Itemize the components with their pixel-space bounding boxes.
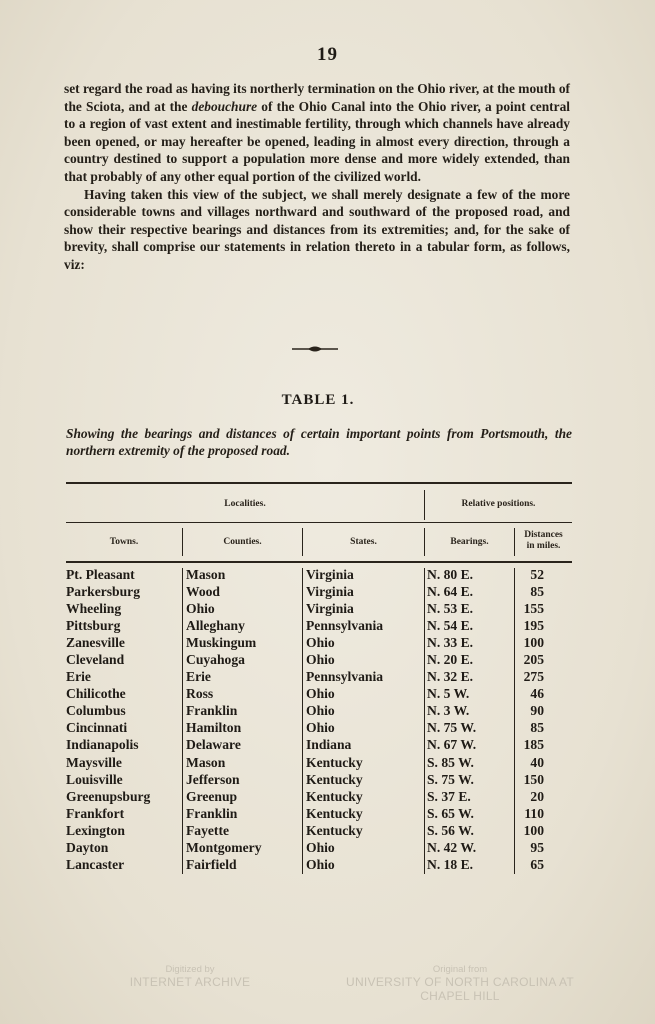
table-cell-bearing: N. 75 W. (427, 720, 477, 736)
body-text (64, 80, 570, 274)
table-cell-distance: 150 (523, 771, 544, 787)
footer-digitized-by (100, 964, 280, 989)
table-cell-distance: 90 (530, 703, 544, 719)
table-cell-distance: 155 (523, 601, 544, 617)
table-cell-town: Greenupsburg (66, 788, 151, 804)
table-cell-county: Franklin (186, 805, 238, 821)
table-cell-state: Virginia (306, 601, 354, 617)
table-cell-bearing: N. 80 E. (427, 567, 474, 582)
body-divider-2 (302, 568, 303, 874)
table-cell-bearing: N. 18 E. (427, 856, 474, 872)
footer-original-from (330, 964, 590, 1003)
table-cell-bearing: S. 56 W. (427, 822, 474, 838)
table-cell-town: Pt. Pleasant (66, 567, 135, 582)
table-cell-state: Ohio (306, 686, 335, 702)
section-ornament (290, 343, 340, 355)
table-cell-county: Wood (186, 584, 220, 600)
table-cell-bearing: S. 75 W. (427, 771, 474, 787)
table-cell-distance: 100 (523, 822, 544, 838)
table-cell-state: Indiana (306, 737, 352, 753)
table-cell-county: Erie (186, 669, 211, 685)
table-cell-bearing: N. 54 E. (427, 618, 474, 634)
table-top-rule (66, 482, 572, 484)
table-cell-bearing: S. 37 E. (427, 788, 471, 804)
table-caption: Showing the bearings and distances of certain important points from Portsmouth, the northern extremity of the proposed road. (66, 426, 572, 458)
table-cell-town: Lexington (66, 822, 125, 838)
column-header-distances-line1: Distances (524, 530, 563, 540)
footer-left-line2: INTERNET ARCHIVE (129, 975, 251, 989)
table-cell-bearing: S. 65 W. (427, 805, 474, 821)
table-cell-county: Muskingum (186, 635, 257, 651)
column-states (306, 566, 422, 873)
table-cell-state: Ohio (306, 720, 335, 736)
footer-right-line3: CHAPEL HILL (420, 989, 500, 1003)
table-cell-state: Ohio (306, 839, 335, 855)
footer-right-line1: Original from (432, 964, 488, 975)
column-header-states: States. (350, 537, 377, 547)
table-cell-county: Greenup (186, 788, 238, 804)
table-cell-state: Ohio (306, 635, 335, 651)
table-cell-state: Kentucky (306, 822, 363, 838)
table-cell-bearing: N. 64 E. (427, 584, 474, 600)
table-cell-town: Dayton (66, 839, 109, 855)
column-counties (186, 566, 300, 873)
table-cell-state: Ohio (306, 652, 335, 668)
page-number: 19 (317, 44, 338, 65)
paragraph-1-text-b: of the Ohio Canal into the Ohio river, a point central to a region of vast extent and inestimable fertility, through which channels have already been opened, or may hereafter be opened, leading in almost every direction, through a country destined to support a population more dense and more widely extended, than that probably of any other equal portion of the civilized world. (64, 98, 570, 184)
table-cell-state: Virginia (306, 567, 354, 582)
table-cell-town: Parkersburg (66, 584, 141, 600)
table-cell-town: Lancaster (66, 856, 125, 872)
table-cell-bearing: N. 53 E. (427, 601, 474, 617)
column-header-rule (66, 561, 572, 563)
table-cell-county: Alleghany (186, 618, 245, 634)
group-header-rule (66, 522, 572, 523)
table-cell-distance: 185 (523, 737, 544, 753)
footer-right-line2: UNIVERSITY OF NORTH CAROLINA AT (345, 975, 574, 989)
table-cell-bearing: N. 67 W. (427, 737, 477, 753)
column-header-distances (515, 530, 572, 552)
table-title: TABLE 1. (281, 392, 355, 408)
column-bearings (427, 566, 513, 873)
table-cell-town: Zanesville (66, 635, 125, 651)
table-cell-state: Kentucky (306, 754, 363, 770)
table-cell-bearing: N. 20 E. (427, 652, 474, 668)
group-header-localities: Localities. (224, 499, 266, 509)
paragraph-2: Having taken this view of the subject, we shall merely designate a few of the more considerable towns and villages northward and southward of the proposed road, and show their respective bearings and distances from its extremities; and, for the sake of brevity, shall comprise our statements in relation thereto in a tabular form, as follows, viz: (64, 186, 570, 272)
table-cell-state: Virginia (306, 584, 354, 600)
table-cell-distance: 110 (524, 805, 544, 821)
table-cell-town: Louisville (66, 771, 123, 787)
table-cell-bearing: N. 3 W. (427, 703, 470, 719)
table-cell-county: Cuyahoga (186, 652, 245, 668)
table-cell-town: Cincinnati (66, 720, 128, 736)
column-header-bearings: Bearings. (450, 537, 489, 547)
table-cell-distance: 65 (530, 856, 544, 872)
table-cell-county: Mason (186, 567, 226, 582)
group-header-relative-positions: Relative positions. (461, 499, 536, 509)
table-cell-distance: 46 (530, 686, 544, 702)
table-cell-bearing: S. 85 W. (427, 754, 474, 770)
table-cell-county: Ohio (186, 601, 215, 617)
column-header-distances-line2: in miles. (526, 541, 561, 551)
table-cell-town: Frankfort (66, 805, 125, 821)
table-cell-bearing: N. 5 W. (427, 686, 470, 702)
table-cell-county: Ross (186, 686, 214, 702)
table-cell-town: Wheeling (66, 601, 122, 617)
table-cell-distance: 85 (530, 584, 544, 600)
column-distances (515, 566, 544, 873)
table-cell-town: Erie (66, 669, 91, 685)
table-cell-distance: 275 (523, 669, 544, 685)
paragraph-1 (64, 80, 570, 186)
paragraph-1-italic: debouchure (191, 98, 258, 114)
column-header-towns: Towns. (109, 537, 139, 547)
table-cell-distance: 40 (530, 754, 544, 770)
table-cell-county: Montgomery (186, 839, 262, 855)
table-cell-county: Franklin (186, 703, 238, 719)
column-header-counties: Counties. (223, 537, 262, 547)
table-cell-town: Pittsburg (66, 618, 121, 634)
footer-left-line1: Digitized by (165, 964, 215, 975)
table-cell-county: Fayette (186, 822, 230, 838)
table-cell-distance: 52 (530, 567, 544, 582)
table-cell-county: Delaware (186, 737, 241, 753)
table-cell-bearing: N. 33 E. (427, 635, 474, 651)
table-cell-state: Kentucky (306, 788, 363, 804)
table-cell-town: Chilicothe (66, 686, 126, 702)
table-cell-town: Maysville (66, 754, 122, 770)
table-cell-state: Pennsylvania (306, 669, 384, 685)
table-cell-town: Indianapolis (66, 737, 139, 753)
table-cell-distance: 100 (523, 635, 544, 651)
column-towns (66, 566, 181, 873)
table-cell-distance: 20 (530, 788, 544, 804)
table-cell-county: Fairfield (186, 856, 237, 872)
table-cell-state: Kentucky (306, 805, 363, 821)
paragraph-1-text-a: set regard the road as having its northerly termination on the Ohio river, at the mouth of the Sciota, and at the (64, 81, 570, 114)
table-cell-bearing: N. 42 W. (427, 839, 477, 855)
body-divider-3 (424, 568, 425, 874)
table-cell-state: Ohio (306, 856, 335, 872)
table-cell-county: Mason (186, 754, 226, 770)
table-cell-town: Cleveland (66, 652, 125, 668)
table-cell-bearing: N. 32 E. (427, 669, 474, 685)
table-cell-state: Pennsylvania (306, 618, 384, 634)
table-cell-county: Hamilton (186, 720, 242, 736)
body-divider-1 (182, 568, 183, 874)
table-cell-state: Ohio (306, 703, 335, 719)
table-cell-distance: 85 (530, 720, 544, 736)
table-cell-distance: 205 (523, 652, 544, 668)
table-cell-county: Jefferson (186, 771, 240, 787)
table-cell-town: Columbus (66, 703, 126, 719)
table-cell-state: Kentucky (306, 771, 363, 787)
table-cell-distance: 95 (530, 839, 544, 855)
table-cell-distance: 195 (523, 618, 544, 634)
